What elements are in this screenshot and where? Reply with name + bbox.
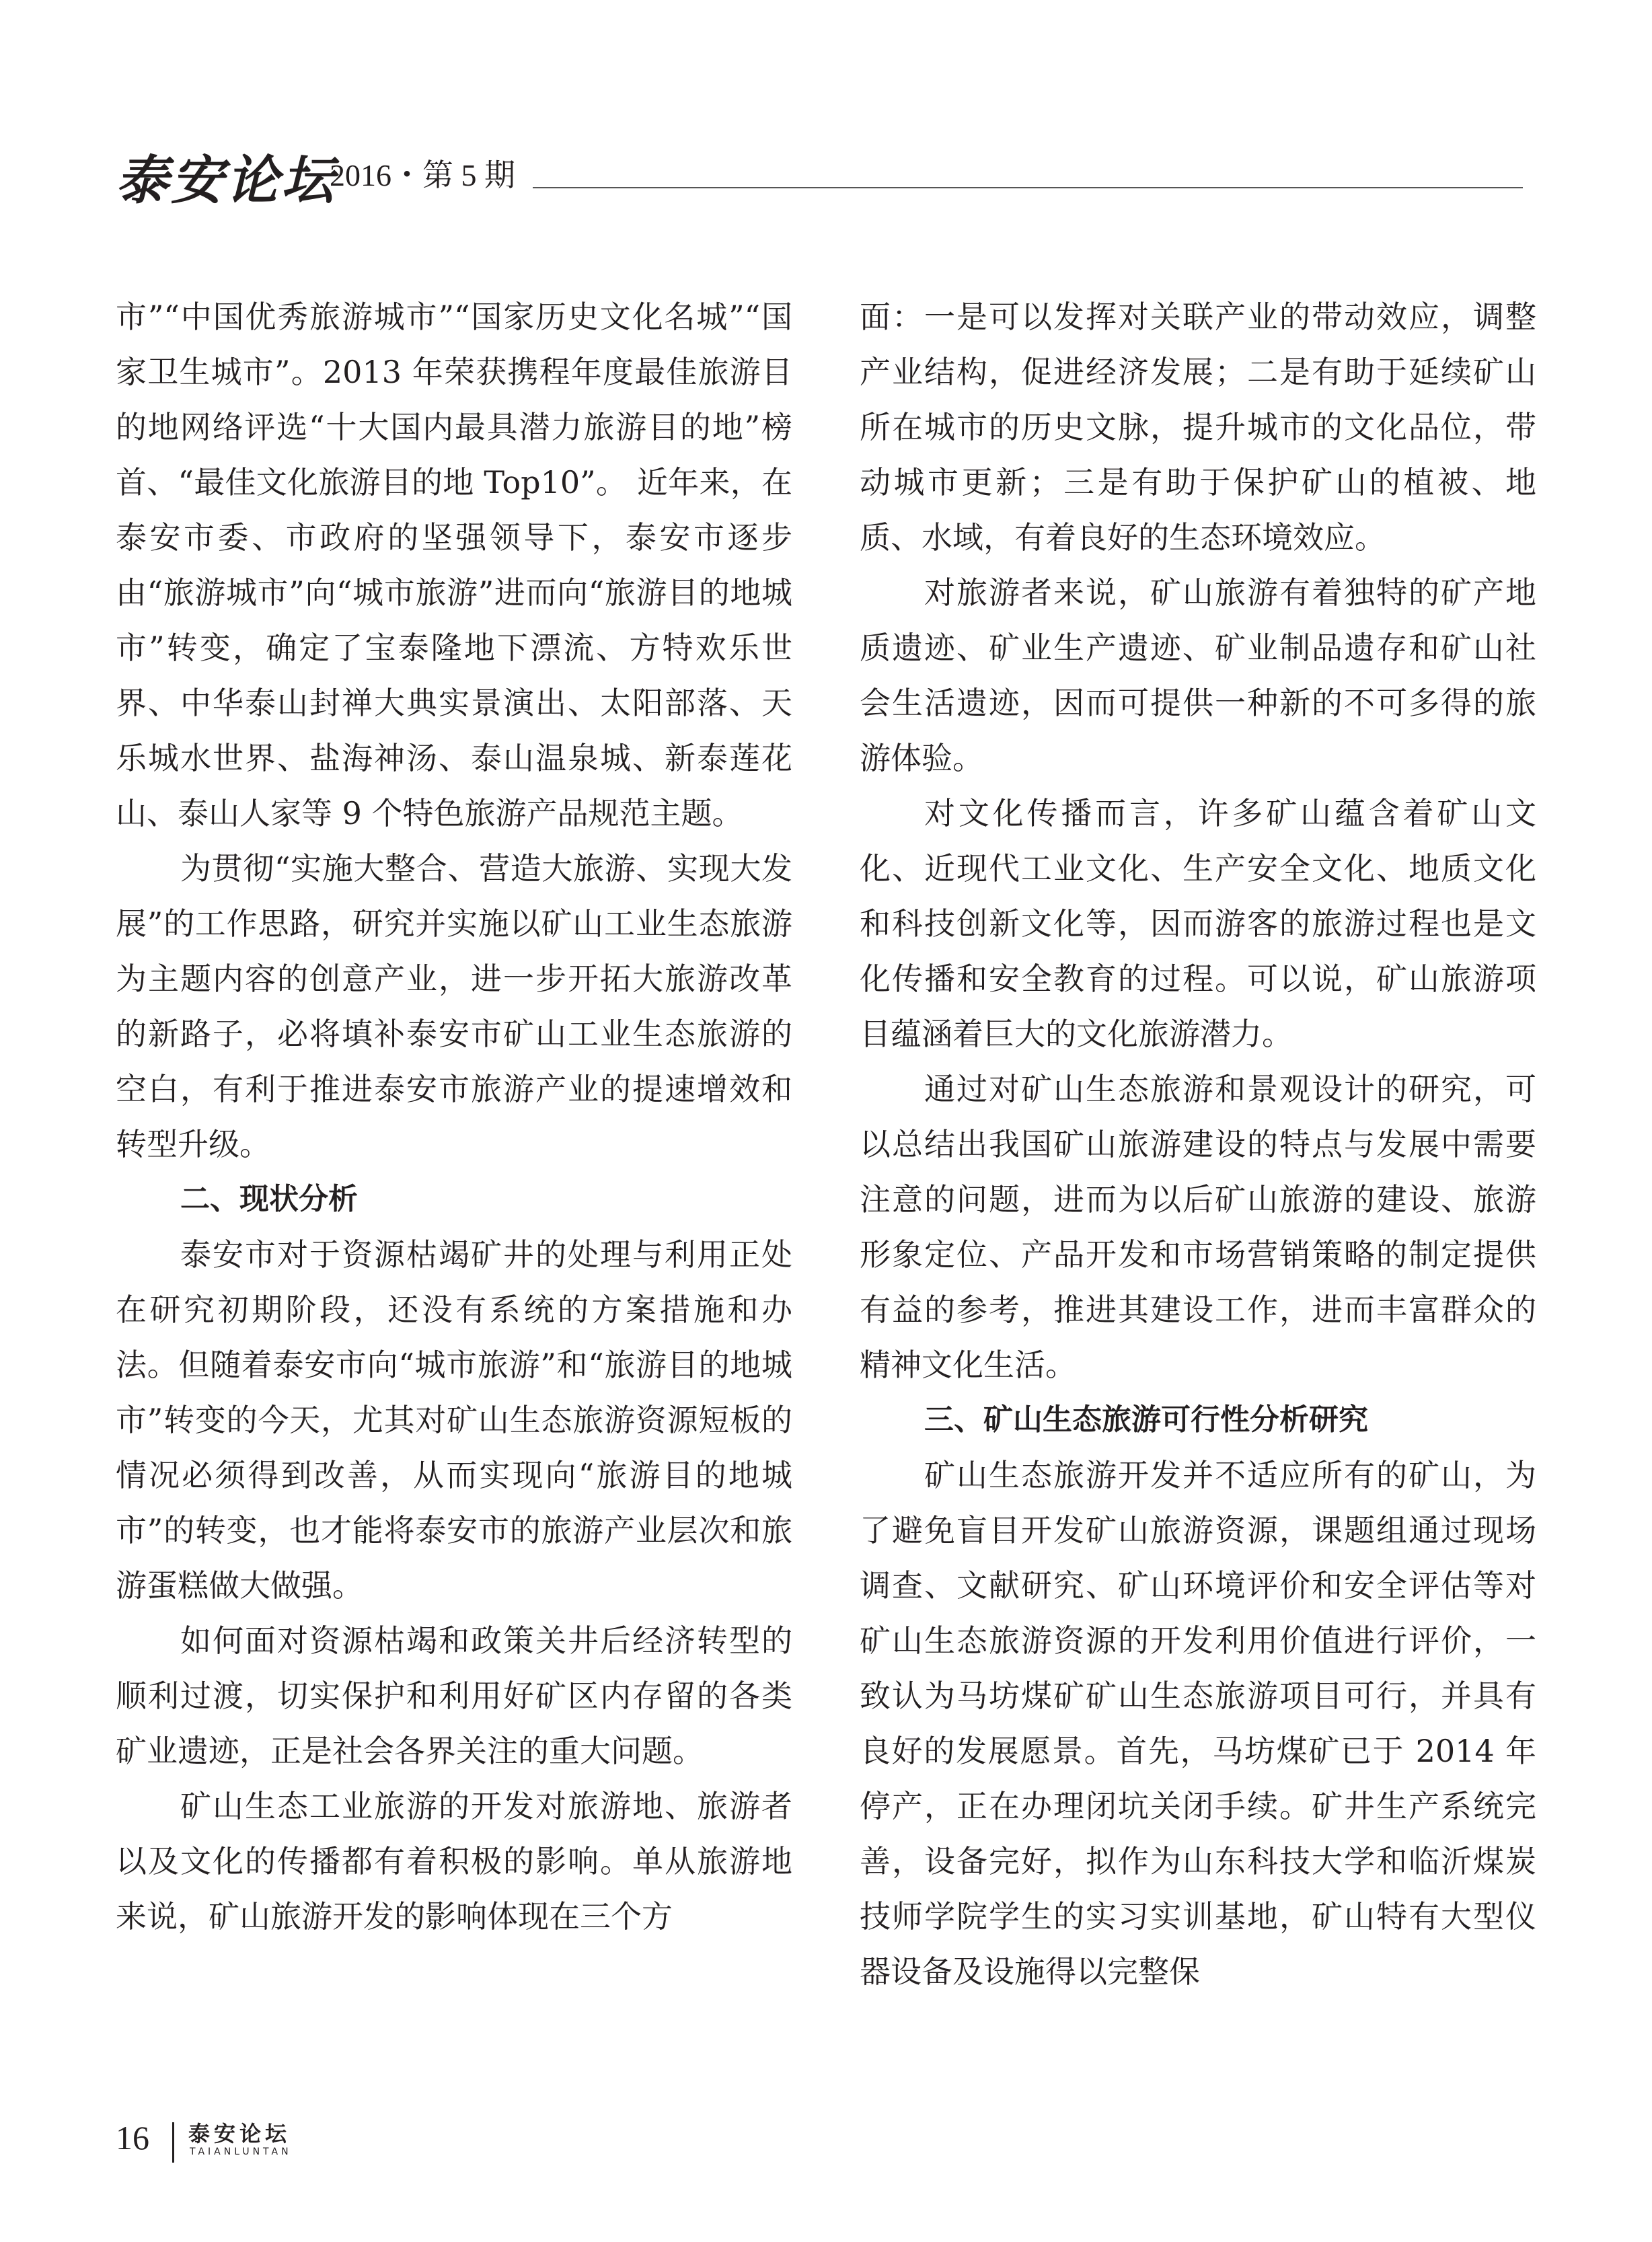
left-column-paragraph: 为贯彻“实施大整合、营造大旅游、实现大发展”的工作思路，研究并实施以矿山工业生态旅游为主题内容的创意产业，进一步开拓大旅游改革的新路子，必将填补泰安市矿山工业生态旅游的空白，有利于推进泰安市旅游产业的提速增效和转型升级。 <box>116 850 792 1162</box>
page-header <box>116 132 1531 211</box>
left-column-paragraph: 市”“中国优秀旅游城市”“国家历史文化名城”“国家卫生城市”。2013 年荣获携程年度最佳旅游目的地网络评选“十大国内最具潜力旅游目的地”榜首、“最佳文化旅游目的地 Top10”。 近年来，在泰安市委、市政府的坚强领导下，泰安市逐步由“旅游城市”向“城市旅游”进而向“旅游目的地城市”转变，确定了宝泰隆地下漂流、方特欢乐世界、中华泰山封禅大典实景演出、太阳部落、天乐城水世界、盐海神汤、泰山温泉城、新泰莲花山、泰山人家等 9 个特色旅游产品规范主题。 <box>116 299 792 831</box>
left-column-paragraph: 泰安市对于资源枯竭矿井的处理与利用正处在研究初期阶段，还没有系统的方案措施和办法。但随着泰安市向“城市旅游”和“旅游目的地城市”转变的今天，尤其对矿山生态旅游资源短板的情况必须得到改善，从而实现向“旅游目的地城市”的转变，也才能将泰安市的旅游产业层次和旅游蛋糕做大做强。 <box>116 1236 792 1604</box>
page-number: 16 <box>116 2119 149 2157</box>
right-column-paragraph: 对文化传播而言，许多矿山蕴含着矿山文化、近现代工业文化、生产安全文化、地质文化和科技创新文化等，因而游客的旅游过程也是文化传播和安全教育的过程。可以说，矿山旅游项目蕴涵着巨大的文化旅游潜力。 <box>860 795 1536 1052</box>
section-heading: 二、现状分析 <box>180 1182 358 1216</box>
left-column-paragraph: 如何面对资源枯竭和政策关井后经济转型的顺利过渡，切实保护和利用好矿区内存留的各类矿业遗迹，正是社会各界关注的重大问题。 <box>116 1622 792 1769</box>
issue-label: 2016・第 5 期 <box>330 158 515 192</box>
right-column-paragraph: 对旅游者来说，矿山旅游有着独特的矿产地质遗迹、矿业生产遗迹、矿业制品遗存和矿山社会生活遗迹，因而可提供一种新的不可多得的旅游体验。 <box>860 574 1536 776</box>
footer-journal-name: 泰安论坛 <box>188 2121 291 2146</box>
header-rule <box>533 187 1523 188</box>
right-column-paragraph: 矿山生态旅游开发并不适应所有的矿山，为了避免盲目开发矿山旅游资源，课题组通过现场调查、文献研究、矿山环境评价和安全评估等对矿山生态旅游资源的开发利用价值进行评价，一致认为马坊煤矿矿山生态旅游项目可行，并具有良好的发展愿景。首先，马坊煤矿已于 2014 年停产，正在办理闭坑关闭手续。矿井生产系统完善，设备完好，拟作为山东科技大学和临沂煤炭技师学院学生的实习实训基地，矿山特有大型仪器设备及设施得以完整保 <box>860 1457 1536 1990</box>
footer-journal-pinyin: TAIANLUNTAN <box>190 2146 292 2157</box>
journal-logo: 泰安论坛 <box>116 150 337 211</box>
right-column-paragraph: 通过对矿山生态旅游和景观设计的研究，可以总结出我国矿山旅游建设的特点与发展中需要注意的问题，进而为以后矿山旅游的建设、旅游形象定位、产品开发和市场营销策略的制定提供有益的参考，推进其建设工作，进而丰富群众的精神文化生活。 <box>860 1071 1536 1383</box>
footer-divider <box>172 2122 174 2163</box>
left-column-paragraph: 矿山生态工业旅游的开发对旅游地、旅游者以及文化的传播都有着积极的影响。单从旅游地来说，矿山旅游开发的影响体现在三个方 <box>116 1788 792 1935</box>
section-heading: 三、矿山生态旅游可行性分析研究 <box>924 1403 1368 1437</box>
right-column-paragraph: 面：一是可以发挥对关联产业的带动效应，调整产业结构，促进经济发展；二是有助于延续矿山所在城市的历史文脉，提升城市的文化品位，带动城市更新；三是有助于保护矿山的植被、地质、水域，有着良好的生态环境效应。 <box>860 299 1536 556</box>
right-column <box>860 289 1536 1999</box>
left-column <box>116 289 792 1944</box>
